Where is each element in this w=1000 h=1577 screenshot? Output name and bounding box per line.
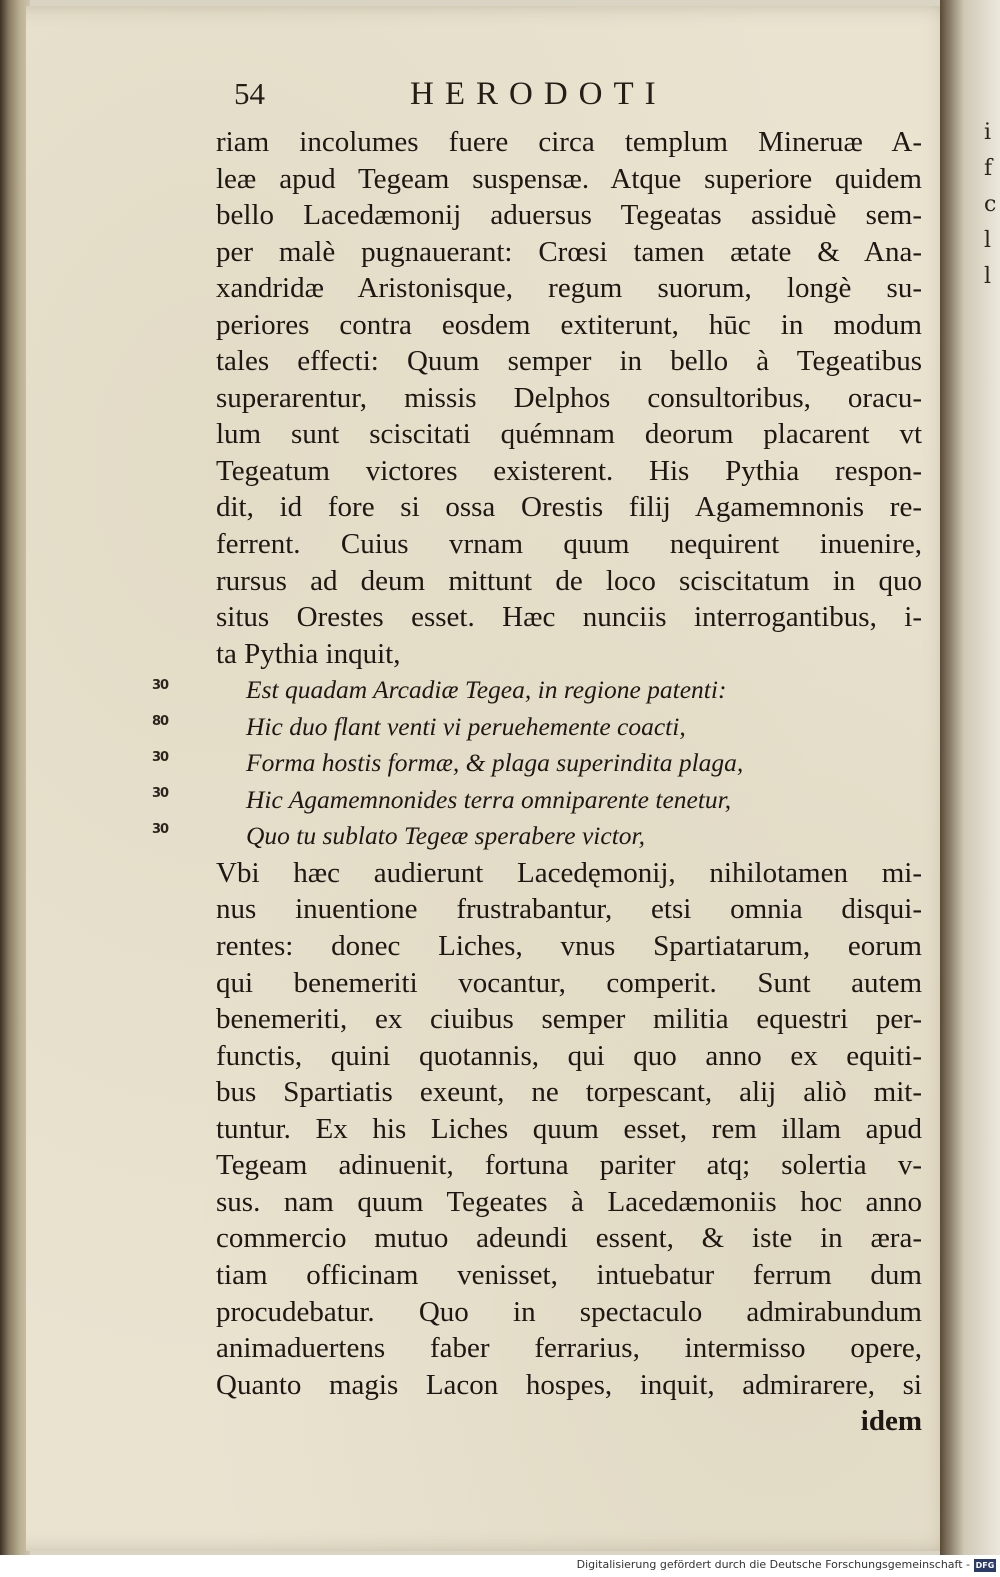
text-line: ta Pythia inquit, bbox=[216, 637, 401, 670]
facing-page-fragment: i bbox=[984, 120, 992, 145]
text-line: per malè pugnauerant: Crœsi tamen ætate & Ana- bbox=[216, 235, 922, 268]
digitization-credit: Digitalisierung gefördert durch die Deutsche Forschungsgemeinschaft - bbox=[576, 1558, 970, 1571]
margin-numeral: 80 bbox=[152, 714, 169, 729]
running-title: HERODOTI bbox=[410, 76, 667, 112]
margin-numerals bbox=[152, 668, 202, 848]
text-line: ferrent. Cuius vrnam quum nequirent inuenire, bbox=[216, 528, 922, 561]
verse-line: Est quadam Arcadiæ Tegea, in regione patenti: bbox=[246, 675, 727, 705]
text-line: riam incolumes fuere circa templum Mineruæ A- bbox=[216, 126, 922, 158]
page-number: 54 bbox=[234, 76, 265, 111]
text-line: commercio mutuo adeundi essent, & iste in æra- bbox=[216, 1222, 922, 1255]
text-line: rentes: donec Liches, vnus Spartiatarum, eorum bbox=[216, 930, 922, 963]
margin-numeral: 30 bbox=[152, 678, 169, 693]
text-line: rursus ad deum mittunt de loco sciscitatum in quo bbox=[216, 564, 922, 597]
text-line: lum sunt sciscitati quémnam deorum placarent vt bbox=[216, 418, 922, 451]
text-line: xandridæ Aristonisque, regum suorum, longè su- bbox=[216, 272, 922, 305]
text-line: tiam officinam venisset, intuebatur ferrum dum bbox=[216, 1258, 922, 1291]
text-line: procudebatur. Quo in spectaculo admirabundum bbox=[216, 1295, 922, 1328]
running-head bbox=[234, 76, 754, 116]
margin-numeral: 30 bbox=[152, 822, 169, 837]
text-line: nus inuentione frustrabantur, etsi omnia disqui- bbox=[216, 893, 922, 926]
catchword: idem bbox=[860, 1405, 922, 1438]
facing-page-fragment: l bbox=[984, 228, 992, 253]
text-line: Tegeam adinuenit, fortuna pariter atq; solertia v- bbox=[216, 1149, 922, 1182]
main-text-block bbox=[216, 124, 922, 1440]
facing-page-fragment: c bbox=[984, 192, 997, 217]
text-line: functis, quini quotannis, qui quo anno ex equiti- bbox=[216, 1039, 922, 1072]
text-line: superarentur, missis Delphos consultoribus, oracu- bbox=[216, 381, 922, 414]
text-line: animaduertens faber ferrarius, intermisso opere, bbox=[216, 1332, 922, 1365]
text-line: leæ apud Tegeam suspensæ. Atque superiore quidem bbox=[216, 162, 922, 195]
text-line: Vbi hæc audierunt Lacedęmonij, nihilotamen mi- bbox=[216, 856, 922, 889]
text-line: benemeriti, ex ciuibus semper militia equestri per- bbox=[216, 1003, 922, 1036]
margin-numeral: 30 bbox=[152, 786, 169, 801]
text-line: situs Orestes esset. Hæc nunciis interrogantibus, i- bbox=[216, 601, 922, 634]
verse-line: Hic duo flant venti vi peruehemente coacti, bbox=[246, 711, 686, 741]
text-line: tuntur. Ex his Liches quum esset, rem illam apud bbox=[216, 1112, 922, 1145]
text-line: bus Spartiatis exeunt, ne torpescant, alij aliò mit- bbox=[216, 1076, 922, 1109]
text-line: sus. nam quum Tegeates à Lacedæmoniis hoc anno bbox=[216, 1185, 922, 1218]
text-line: qui benemeriti vocantur, comperit. Sunt autem bbox=[216, 966, 922, 999]
verse-line: Hic Agamemnonides terra omniparente tenetur, bbox=[246, 784, 732, 814]
text-line: dit, id fore si ossa Orestis filij Agamemnonis re- bbox=[216, 491, 922, 524]
facing-page-fragment: f bbox=[984, 156, 993, 181]
text-line: Quanto magis Lacon hospes, inquit, admirarere, si bbox=[216, 1368, 922, 1401]
text-line: tales effecti: Quum semper in bello à Tegeatibus bbox=[216, 345, 922, 378]
margin-numeral: 30 bbox=[152, 750, 169, 765]
facing-page-edge bbox=[968, 0, 1000, 1555]
text-line: bello Lacedæmonij aduersus Tegeatas assiduè sem- bbox=[216, 199, 922, 232]
dfg-logo: DFG bbox=[975, 1561, 995, 1570]
verse-line: Quo tu sublato Tegeæ sperabere victor, bbox=[246, 821, 646, 851]
text-line: periores contra eosdem extiterunt, hūc in modum bbox=[216, 308, 922, 341]
text-line: Tegeatum victores existerent. His Pythia respon- bbox=[216, 454, 922, 487]
footer-bar bbox=[0, 1555, 1000, 1577]
facing-page-fragment: l bbox=[984, 264, 992, 289]
verse-line: Forma hostis formæ, & plaga superindita plaga, bbox=[246, 748, 744, 778]
